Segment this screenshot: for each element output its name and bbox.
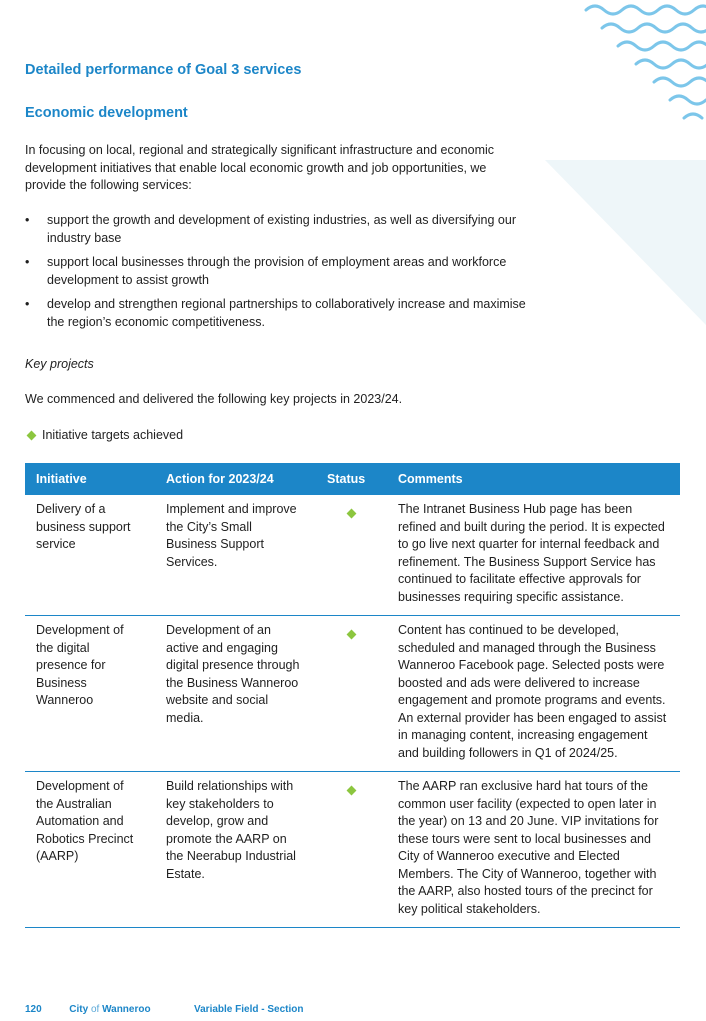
achieved-diamond-icon [347,630,357,640]
commenced-text: We commenced and delivered the following key projects in 2023/24. [25,392,403,406]
action-cell: Development of an active and engaging digital presence through the Business Wanneroo website and social media. [155,616,316,772]
initiative-cell: Development of the digital presence for Business Wanneroo [25,616,155,772]
status-cell [316,495,387,616]
footer-section-field: Variable Field - Section [194,1004,304,1015]
footer-left [25,1004,151,1015]
table-row [25,616,680,772]
triangle-decoration [545,160,706,325]
legend-text: Initiative targets achieved [42,428,184,442]
legend [25,428,183,442]
list-item: • support the growth and development of existing industries, as well as diversifying our industry base [25,212,545,247]
key-projects-label: Key projects [25,357,94,371]
page-number: 120 [25,1004,42,1015]
intro-paragraph: In focusing on local, regional and strategically significant infrastructure and economic development initiatives that enable local economic growth and job opportunities, we provide the following services: [25,143,495,192]
column-header-initiative: Initiative [25,463,155,495]
action-cell: Build relationships with key stakeholders to develop, grow and promote the AARP on the Neerabup Industrial Estate. [155,772,316,928]
wave-decoration [578,0,706,125]
action-cell: Implement and improve the City’s Small Business Support Services. [155,495,316,616]
achieved-diamond-icon [347,509,357,519]
column-header-comments: Comments [387,463,680,495]
footer-brand-of: of [90,1004,100,1015]
list-item: • support local businesses through the provision of employment areas and workforce development to assist growth [25,254,545,289]
table-row [25,495,680,616]
comments-cell: The AARP ran exclusive hard hat tours of the common user facility (expected to open later in the year) on 13 and 20 June. VIP invitations for these tours were sent to local businesses and City of Wanneroo executive and Elected Members. The City of Wanneroo, together with the AARP, also hosted tours of the precinct for key political stakeholders. [387,772,680,928]
table-header-row [25,463,680,495]
subsection-heading: Economic development [25,105,188,121]
status-cell [316,772,387,928]
footer-brand-city: City [69,1004,89,1015]
table-row [25,772,680,928]
achieved-diamond-icon [347,786,357,796]
comments-cell: The Intranet Business Hub page has been refined and built during the period. It is expected to go live next quarter for internal feedback and refinement. The Business Support Service has continued to facilitate effective approvals for businesses requiring specific assistance. [387,495,680,616]
section-heading: Detailed performance of Goal 3 services [25,62,302,78]
list-item: • develop and strengthen regional partnerships to collaboratively increase and maximise the region’s economic competitiveness. [25,296,545,331]
key-projects-table [25,463,680,928]
footer-brand-name: Wanneroo [102,1004,151,1015]
comments-cell: Content has continued to be developed, scheduled and managed through the Business Wanneroo Facebook page. Selected posts were boosted and ads were delivered to increase engagement and promote programs and events. An external provider has been engaged to assist in managing content, increasing engagement and building followers in Q1 of 2024/25. [387,616,680,772]
column-header-status: Status [316,463,387,495]
initiative-cell: Development of the Australian Automation and Robotics Precinct (AARP) [25,772,155,928]
status-cell [316,616,387,772]
initiative-cell: Delivery of a business support service [25,495,155,616]
green-diamond-icon [27,430,37,440]
services-list [25,212,545,338]
column-header-action: Action for 2023/24 [155,463,316,495]
